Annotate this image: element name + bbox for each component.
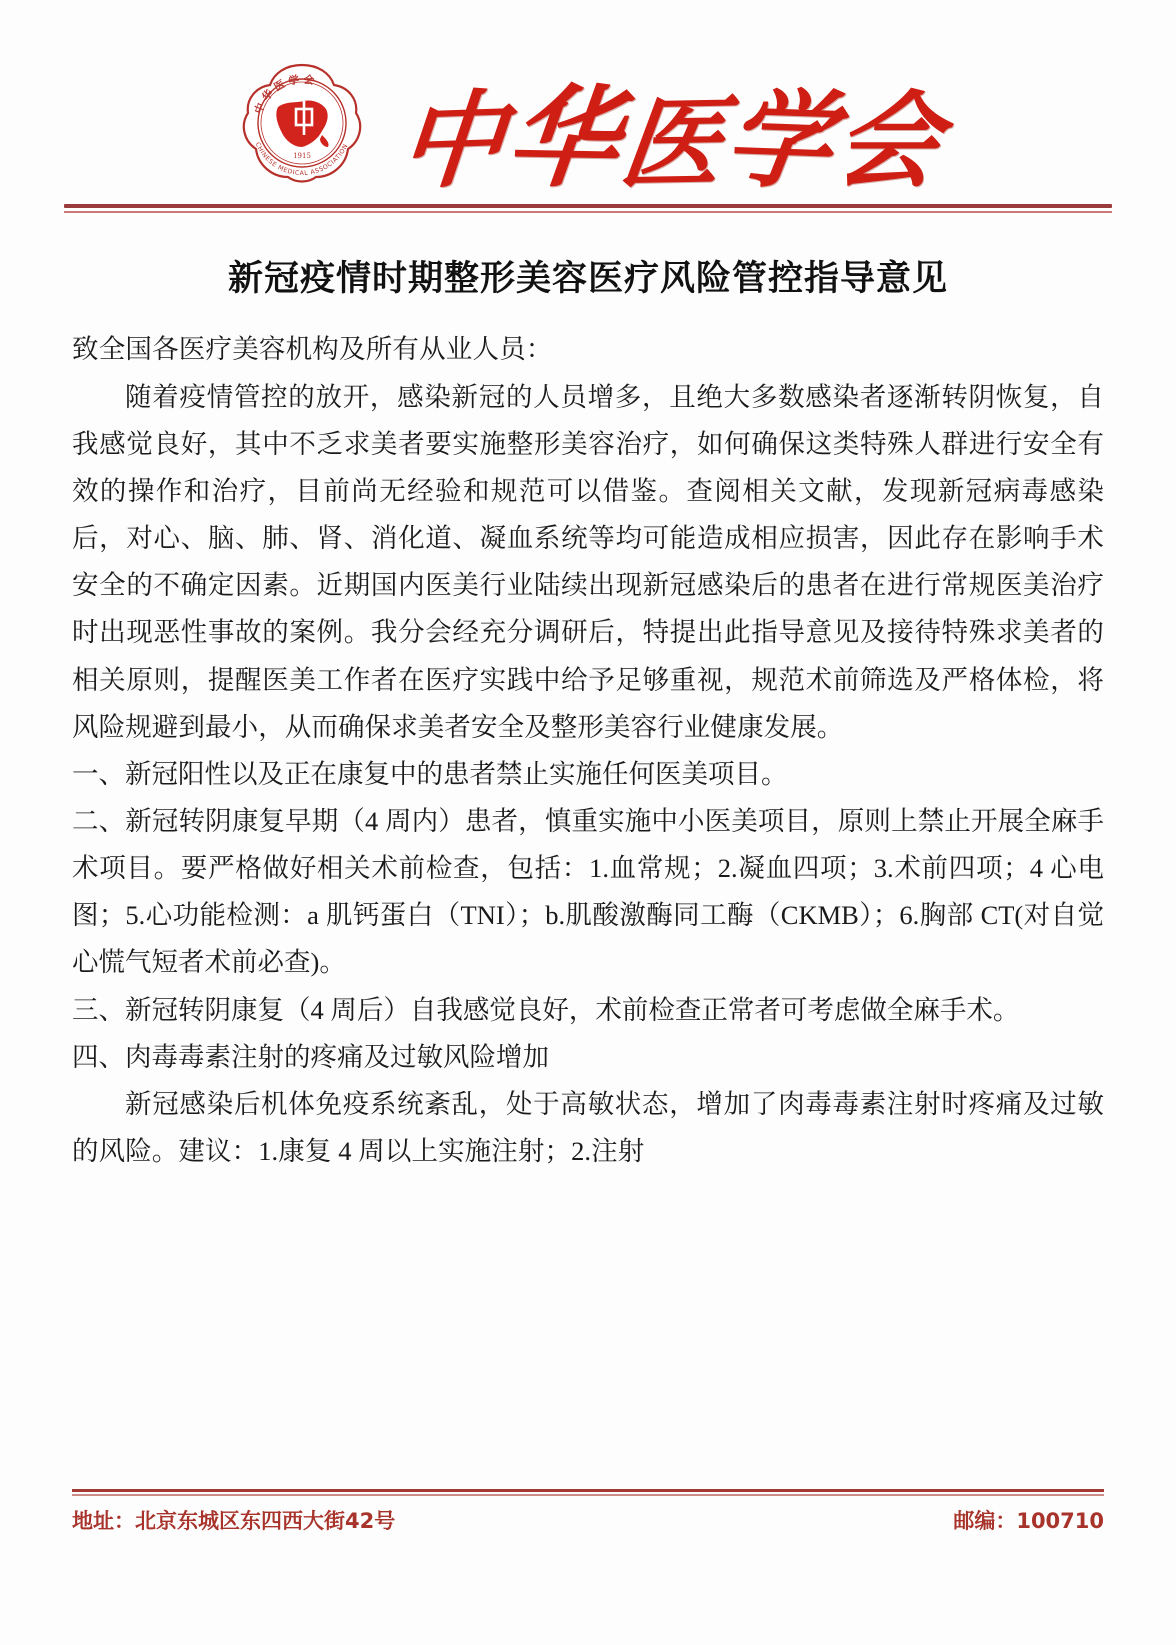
clause-2 <box>72 798 1104 987</box>
wordmark-char-5: 会 <box>829 79 945 202</box>
clause-2-number: 二、 <box>72 805 126 836</box>
footer-postcode: 邮编：100710 <box>953 1509 1104 1533</box>
svg-text:中 华 医 学 会: 中 华 医 学 会 <box>252 73 316 116</box>
wordmark-char-3: 医 <box>614 83 728 203</box>
clause-4-text: 肉毒毒素注射的疼痛及过敏风险增加 <box>125 1041 549 1072</box>
footer <box>72 1489 1104 1535</box>
chinese-medical-association-seal-icon <box>238 59 366 187</box>
intro-paragraph: 随着疫情管控的放开，感染新冠的人员增多，且绝大多数感染者逐渐转阴恢复，自我感觉良好，其中不乏求美者要实施整形美容治疗，如何确保这类特殊人群进行安全有效的操作和治疗，目前尚无经验和规范可以借鉴。查阅相关文献，发现新冠病毒感染后，对心、脑、肺、肾、消化道、凝血系统等均可能造成相应损害，因此存在影响手术安全的不确定因素。近期国内医美行业陆续出现新冠感染后的患者在进行常规医美治疗时出现恶性事故的案例。我分会经充分调研后，特提出此指导意见及接待特殊求美者的相关原则，提醒医美工作者在医疗实践中给予足够重视，规范术前筛选及严格体检，将风险规避到最小，从而确保求美者安全及整形美容行业健康发展。 <box>72 381 1104 742</box>
footer-rule-thin <box>72 1494 1104 1496</box>
footer-contact-row <box>72 1505 1104 1535</box>
svg-text:1915: 1915 <box>293 152 311 160</box>
footer-address: 地址：北京东城区东四西大街42号 <box>72 1509 396 1533</box>
wordmark-char-2: 华 <box>501 72 623 203</box>
clause-4-number: 四、 <box>72 1041 125 1072</box>
letterhead <box>0 0 1176 204</box>
header-divider <box>64 204 1112 213</box>
clause-1-text: 新冠阳性以及正在康复中的患者禁止实施任何医美项目。 <box>125 758 788 789</box>
salutation: 致全国各医疗美容机构及所有从业人员： <box>72 334 553 364</box>
document-body <box>72 331 1104 1175</box>
clause-1-number: 一、 <box>72 758 125 789</box>
wordmark-char-4: 学 <box>717 75 839 204</box>
clause-3 <box>72 987 1104 1034</box>
closing-paragraph: 新冠感染后机体免疫系统紊乱，处于高敏状态，增加了肉毒毒素注射时疼痛及过敏的风险。建议：1.康复 4 周以上实施注射；2.注射 <box>72 1088 1104 1167</box>
association-wordmark <box>394 53 945 204</box>
header-rule-thin <box>64 211 1112 213</box>
clause-3-text: 新冠转阴康复（4 周后）自我感觉良好，术前检查正常者可考虑做全麻手术。 <box>125 994 1020 1025</box>
clause-4 <box>72 1034 1104 1081</box>
wordmark-char-1: 中 <box>394 77 508 204</box>
clause-2-text: 新冠转阴康复早期（4 周内）患者，慎重实施中小医美项目，原则上禁止开展全麻手术项目。要严格做好相关术前检查，包括：1.血常规；2.凝血四项；3.术前四项；4 心电图；5.心功能检测：a 肌钙蛋白（TNI）；b.肌酸激酶同工酶（CKMB）；6.胸部 CT(对自觉心慌气短者术前必查)。 <box>72 805 1105 978</box>
svg-text:CHINESE MEDICAL ASSOCIATION: CHINESE MEDICAL ASSOCIATION <box>253 141 350 178</box>
clause-3-number: 三、 <box>72 994 125 1025</box>
page-title: 新冠疫情时期整形美容医疗风险管控指导意见 <box>227 258 948 299</box>
clause-1 <box>72 751 1104 798</box>
